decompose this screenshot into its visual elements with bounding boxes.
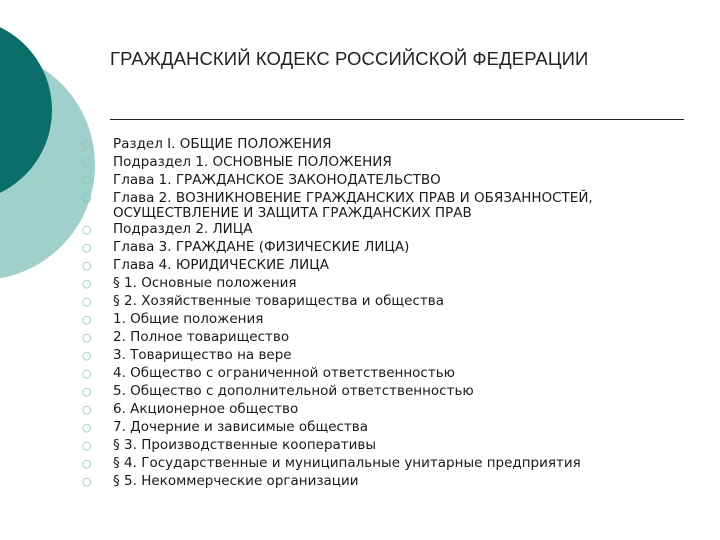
- circle-bullet-icon: ○: [82, 222, 92, 236]
- contents-list: [82, 135, 682, 491]
- circle-bullet-icon: ○: [82, 402, 92, 416]
- list-item: [82, 257, 682, 275]
- list-item: [82, 171, 682, 189]
- list-item-text: 3. Товарищество на вере: [113, 347, 292, 363]
- list-item: [82, 275, 682, 293]
- list-item: [82, 437, 682, 455]
- page-title: ГРАЖДАНСКИЙ КОДЕКС РОССИЙСКОЙ ФЕДЕРАЦИИ: [110, 48, 589, 69]
- list-item-text: 2. Полное товарищество: [113, 329, 290, 345]
- list-item: [82, 189, 682, 221]
- list-item: [82, 329, 682, 347]
- circle-bullet-icon: ○: [82, 456, 92, 470]
- list-item-text: § 1. Основные положения: [113, 275, 297, 291]
- list-item: [82, 153, 682, 171]
- circle-bullet-icon: ○: [82, 438, 92, 452]
- list-item-text: 5. Общество с дополнительной ответственностью: [113, 383, 474, 399]
- list-item-text: Раздел I. ОБЩИЕ ПОЛОЖЕНИЯ: [113, 135, 332, 152]
- list-item-text: 1. Общие положения: [113, 311, 264, 327]
- circle-bullet-icon: ○: [82, 474, 92, 488]
- list-item: [82, 311, 682, 329]
- circle-bullet-icon: ○: [82, 240, 92, 254]
- list-item-text: § 4. Государственные и муниципальные унитарные предприятия: [113, 455, 581, 471]
- circle-bullet-icon: ○: [82, 173, 92, 186]
- circle-bullet-icon: ○: [82, 366, 92, 380]
- circle-bullet-icon: ○: [82, 155, 92, 168]
- circle-bullet-icon: ○: [82, 191, 92, 204]
- list-item-text: § 2. Хозяйственные товарищества и общества: [113, 293, 444, 309]
- circle-bullet-icon: ○: [82, 312, 92, 326]
- list-item-text: Подраздел 1. ОСНОВНЫЕ ПОЛОЖЕНИЯ: [113, 153, 392, 170]
- list-item: [82, 347, 682, 365]
- list-item-text: Глава 1. ГРАЖДАНСКОЕ ЗАКОНОДАТЕЛЬСТВО: [113, 171, 441, 188]
- list-item: [82, 401, 682, 419]
- list-item: [82, 419, 682, 437]
- circle-bullet-icon: ○: [82, 137, 92, 150]
- list-item-text: 4. Общество с ограниченной ответственностью: [113, 365, 456, 381]
- list-item-text: § 5. Некоммерческие организации: [113, 473, 359, 489]
- title-divider: [110, 119, 684, 120]
- circle-bullet-icon: ○: [82, 420, 92, 434]
- list-item: [82, 221, 682, 239]
- circle-bullet-icon: ○: [82, 276, 92, 290]
- list-item-text: Подраздел 2. ЛИЦА: [113, 221, 253, 237]
- list-item-text: Глава 4. ЮРИДИЧЕСКИЕ ЛИЦА: [113, 257, 329, 273]
- list-item: [82, 365, 682, 383]
- list-item-text: Глава 2. ВОЗНИКНОВЕНИЕ ГРАЖДАНСКИХ ПРАВ И ОБЯЗАННОСТЕЙ, ОСУЩЕСТВЛЕНИЕ И ЗАЩИТА ГРАЖДАНСКИХ ПРАВ: [113, 189, 593, 221]
- list-item-text: § 3. Производственные кооперативы: [113, 437, 377, 453]
- circle-bullet-icon: ○: [82, 258, 92, 272]
- list-item: [82, 239, 682, 257]
- list-item: [82, 455, 682, 473]
- list-item-text: Глава 3. ГРАЖДАНЕ (ФИЗИЧЕСКИЕ ЛИЦА): [113, 239, 410, 255]
- list-item-text: 7. Дочерние и зависимые общества: [113, 419, 369, 435]
- list-item: [82, 383, 682, 401]
- circle-bullet-icon: ○: [82, 348, 92, 362]
- list-item: [82, 473, 682, 491]
- list-item-text: 6. Акционерное общество: [113, 401, 299, 417]
- circle-bullet-icon: ○: [82, 384, 92, 398]
- circle-bullet-icon: ○: [82, 330, 92, 344]
- circle-bullet-icon: ○: [82, 294, 92, 308]
- list-item: [82, 293, 682, 311]
- list-item: [82, 135, 682, 153]
